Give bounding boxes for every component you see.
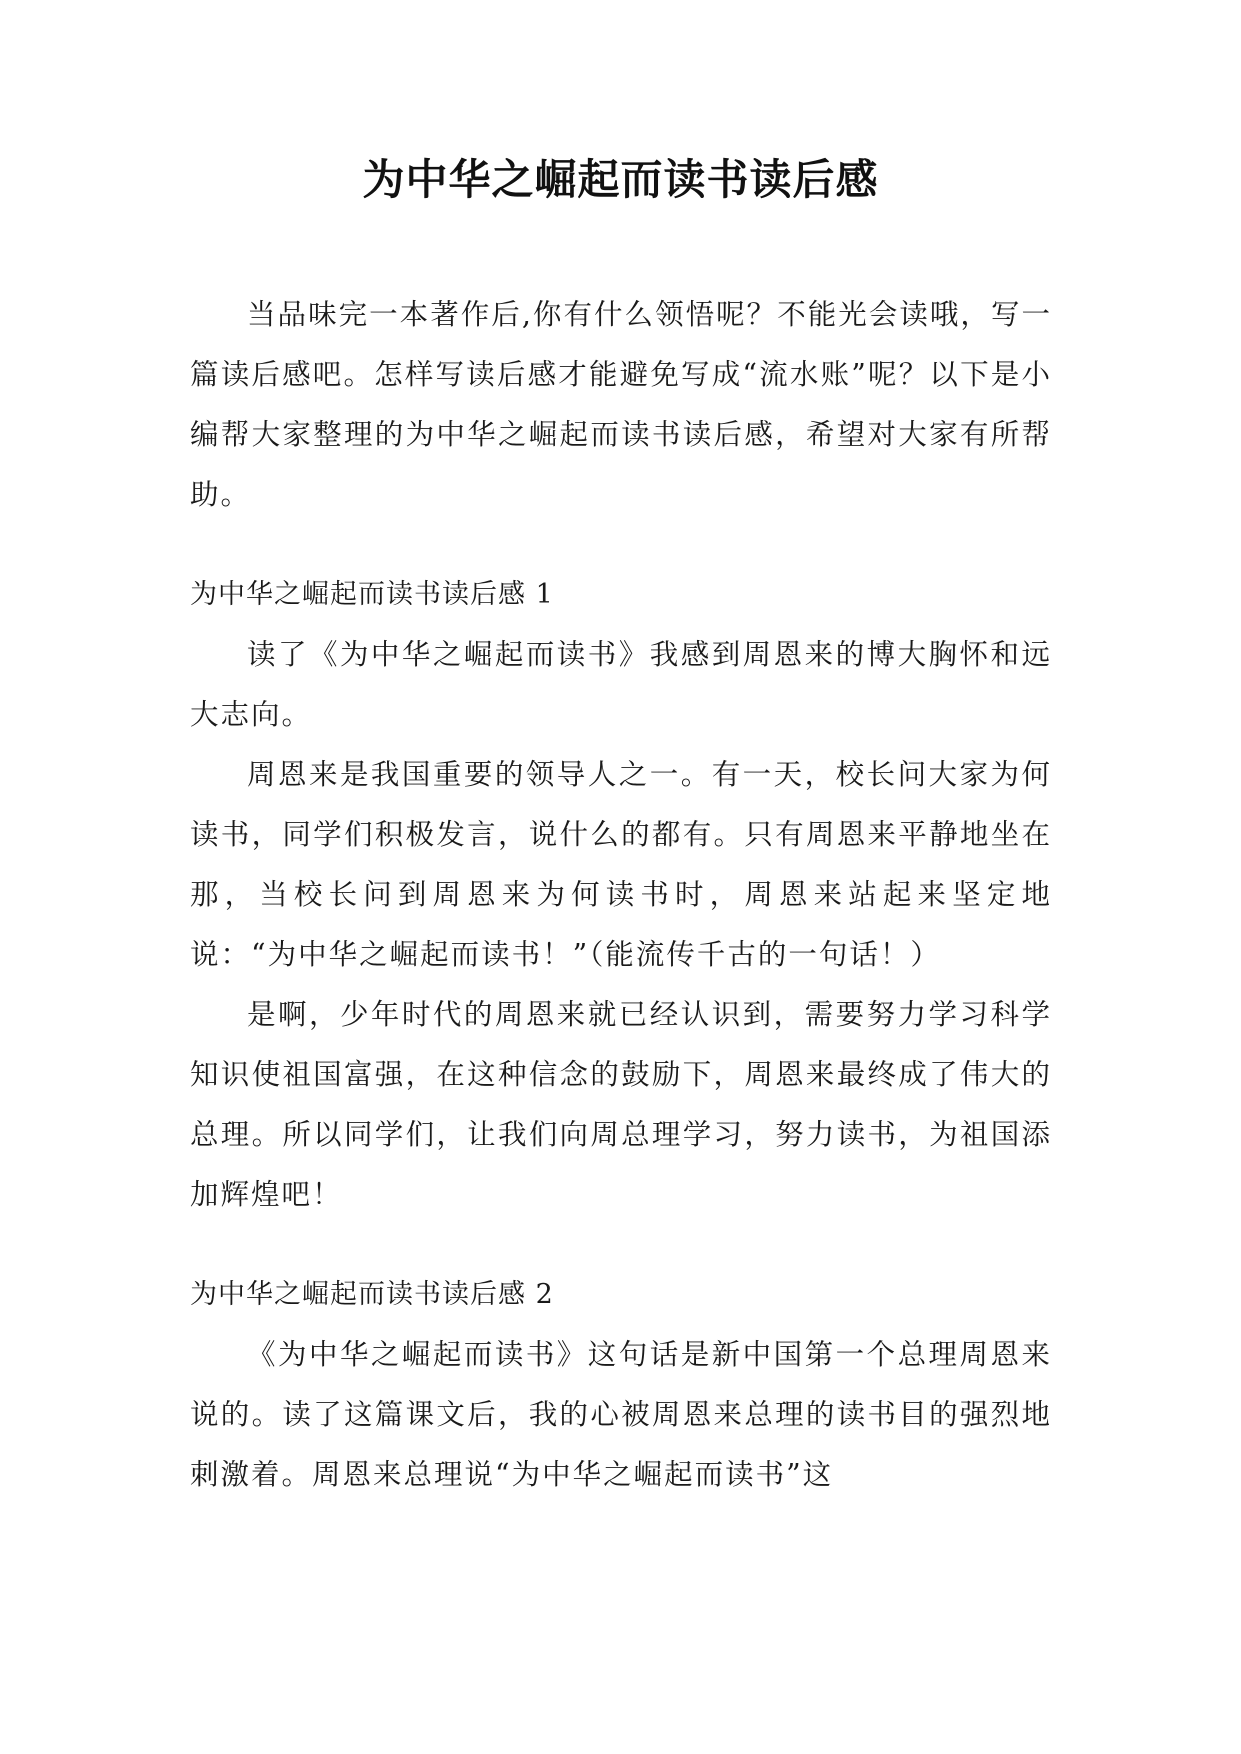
document-body (190, 285, 1052, 1505)
intro-paragraph: 当品味完一本著作后,你有什么领悟呢？不能光会读哦，写一篇读后感吧。怎样写读后感才能避免写成“流水账”呢？以下是小编帮大家整理的为中华之崛起而读书读后感，希望对大家有所帮助。 (190, 298, 1052, 511)
section-1-paragraph-1: 读了《为中华之崛起而读书》我感到周恩来的博大胸怀和远大志向。 (190, 638, 1052, 731)
section-2-paragraph-1: 《为中华之崛起而读书》这句话是新中国第一个总理周恩来说的。读了这篇课文后，我的心被周恩来总理的读书目的强烈地刺激着。周恩来总理说“为中华之崛起而读书”这 (190, 1338, 1052, 1491)
spacer (190, 525, 1052, 565)
section-heading-1: 为中华之崛起而读书读后感 1 (190, 579, 554, 610)
document-title: 为中华之崛起而读书读后感 (362, 155, 879, 204)
section-1-paragraph-3: 是啊，少年时代的周恩来就已经认识到，需要努力学习科学知识使祖国富强，在这种信念的鼓励下，周恩来最终成了伟大的总理。所以同学们，让我们向周总理学习，努力读书，为祖国添加辉煌吧！ (190, 998, 1052, 1211)
spacer (190, 1225, 1052, 1265)
section-heading-2: 为中华之崛起而读书读后感 2 (190, 1279, 554, 1310)
section-1-paragraph-2: 周恩来是我国重要的领导人之一。有一天，校长问大家为何读书，同学们积极发言，说什么的都有。只有周恩来平静地坐在那，当校长问到周恩来为何读书时，周恩来站起来坚定地说：“为中华之崛起而读书！”（能流传千古的一句话！） (190, 758, 1052, 971)
